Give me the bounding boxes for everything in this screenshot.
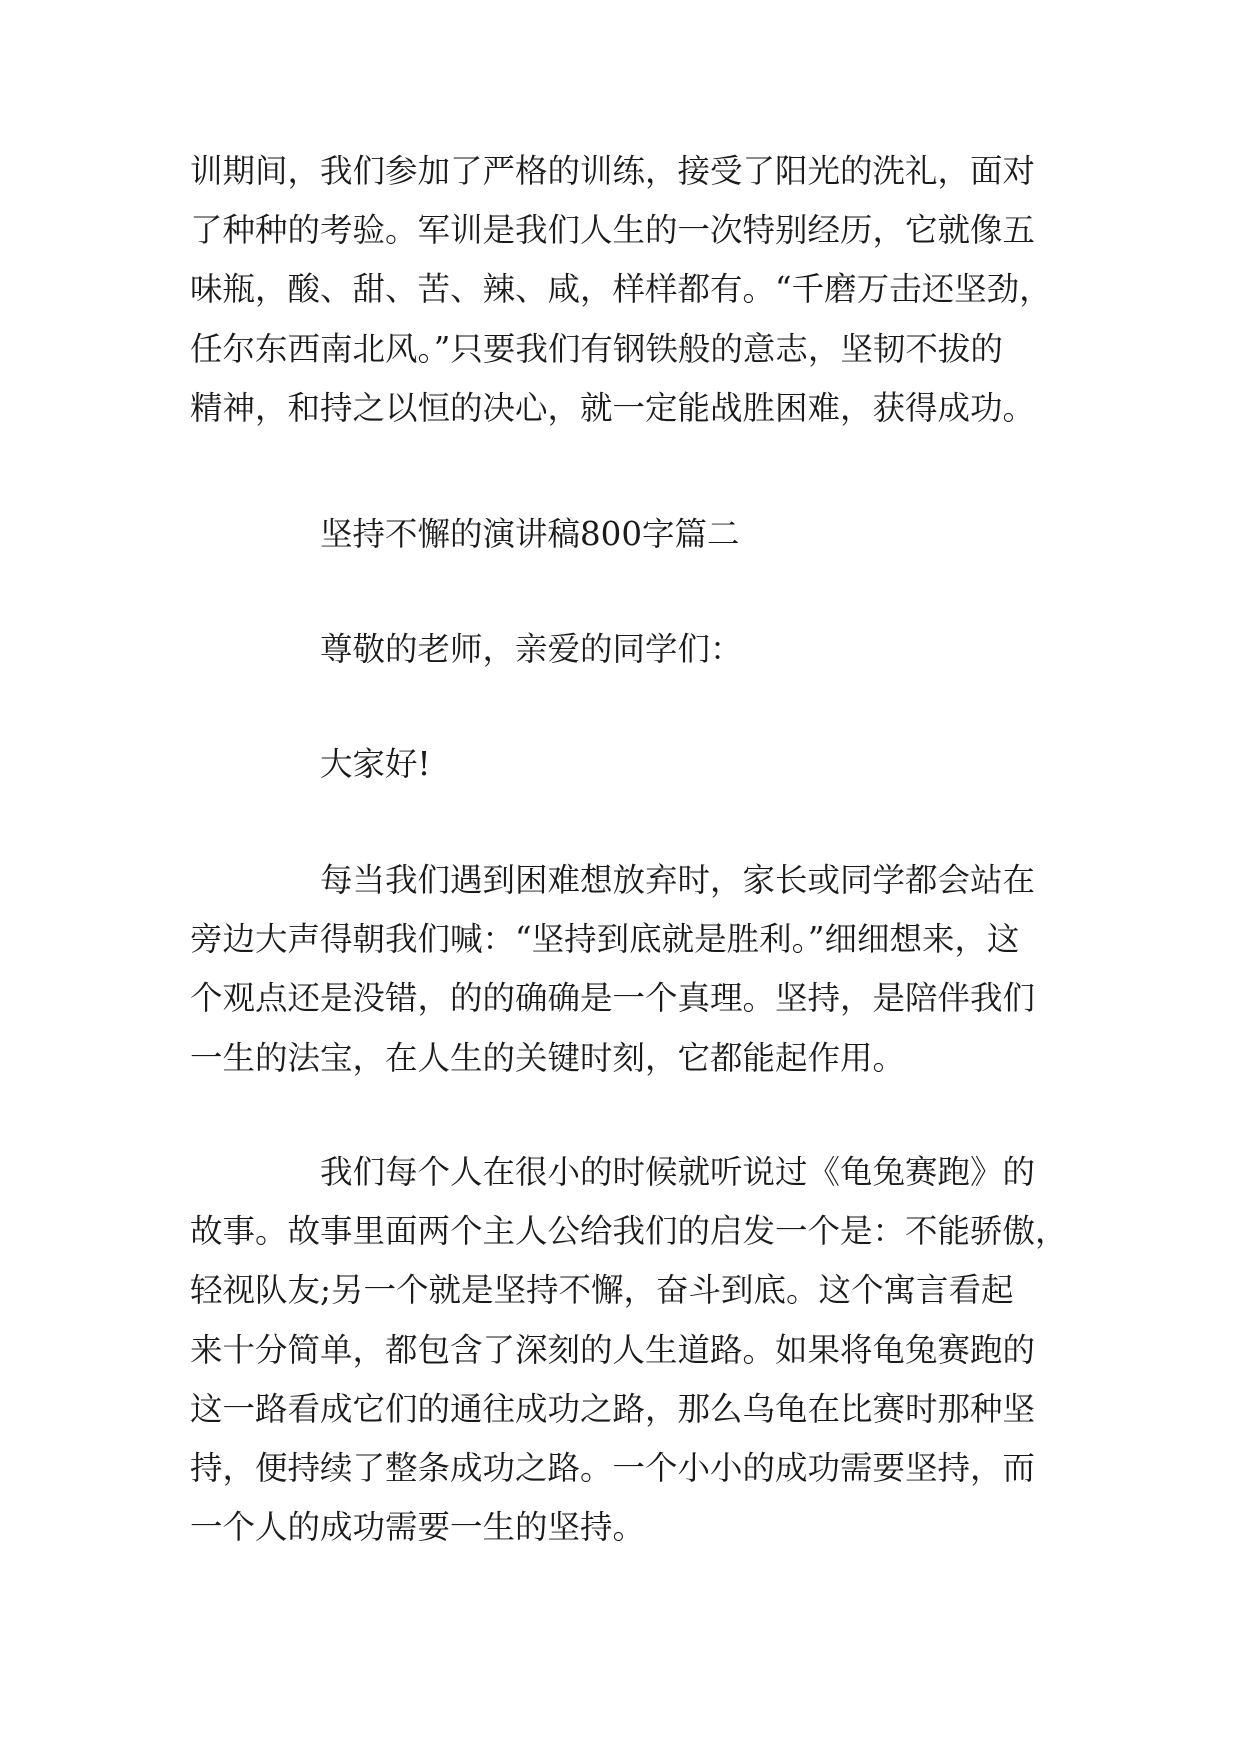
text-line: 精神，和持之以恒的决心，就一定能战胜困难，获得成功。	[190, 388, 1036, 427]
text-line: 这一路看成它们的通往成功之路，那么乌龟在比赛时那种坚	[190, 1389, 1036, 1428]
greeting	[320, 735, 431, 794]
text-line: 训期间，我们参加了严格的训练，接受了阳光的洗礼，面对	[190, 152, 1036, 190]
paragraph-persistence	[190, 851, 1035, 1088]
paragraph-military-training	[190, 142, 1052, 438]
text-line: 了种种的考验。军训是我们人生的一次特别经历，它就像五	[190, 211, 1036, 250]
text-line: 味瓶，酸、甜、苦、辣、咸，样样都有。“千磨万击还坚劲，	[190, 270, 1052, 309]
text-line: 任尔东西南北风。”只要我们有钢铁般的意志，坚韧不拔的	[190, 329, 1003, 368]
text-line: 一个人的成功需要一生的坚持。	[190, 1508, 646, 1547]
salutation	[320, 620, 743, 679]
heading-text: 坚持不懈的演讲稿800字篇二	[320, 515, 740, 553]
text-line: 个观点还是没错，的的确确是一个真理。坚持，是陪伴我们	[190, 979, 1036, 1018]
text-line: 每当我们遇到困难想放弃时，家长或同学都会站在	[320, 861, 1036, 899]
text-line: 故事。故事里面两个主人公给我们的启发一个是：不能骄傲，	[190, 1212, 1068, 1251]
greeting-text: 大家好!	[320, 745, 431, 783]
text-line: 一生的法宝，在人生的关键时刻，它都能起作用。	[190, 1038, 906, 1077]
section-heading	[320, 505, 740, 564]
text-line: 来十分简单，都包含了深刻的人生道路。如果将龟兔赛跑的	[190, 1330, 1036, 1369]
text-line: 我们每个人在很小的时候就听说过《龟兔赛跑》的	[320, 1153, 1036, 1191]
paragraph-tortoise-hare	[190, 1143, 1068, 1557]
text-line: 持，便持续了整条成功之路。一个小小的成功需要坚持，而	[190, 1448, 1036, 1487]
text-line: 旁边大声得朝我们喊：“坚持到底就是胜利。”细细想来，这	[190, 920, 1020, 959]
salutation-text: 尊敬的老师，亲爱的同学们：	[320, 630, 743, 668]
text-line: 轻视队友;另一个就是坚持不懈，奋斗到底。这个寓言看起	[190, 1271, 1014, 1310]
